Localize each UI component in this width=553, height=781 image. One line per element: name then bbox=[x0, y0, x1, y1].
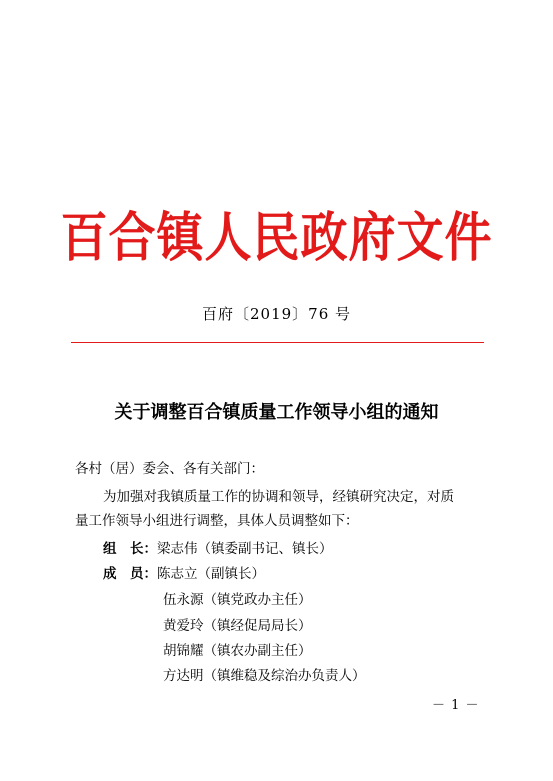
members-row-first bbox=[103, 565, 265, 583]
member-item: 陈志立（副镇长） bbox=[157, 566, 265, 582]
red-header-title: 百合镇人民政府文件 bbox=[60, 207, 493, 269]
member-item: 胡锦耀（镇农办副主任） bbox=[163, 643, 312, 659]
document-number: 百府〔2019〕76 号 bbox=[201, 305, 352, 323]
member-item: 黄爱玲（镇经促局局长） bbox=[163, 618, 312, 634]
leader-label: 组 长： bbox=[103, 541, 157, 557]
body-paragraph-line-2: 量工作领导小组进行调整，具体人员调整如下： bbox=[75, 513, 359, 529]
red-divider-rule bbox=[71, 342, 484, 343]
members-label: 成 员： bbox=[103, 566, 157, 582]
member-item: 方达明（镇维稳及综治办负责人） bbox=[163, 668, 366, 684]
notice-title: 关于调整百合镇质量工作领导小组的通知 bbox=[114, 402, 439, 423]
member-item: 伍永源（镇党政办主任） bbox=[163, 592, 312, 608]
page-number: － 1 － bbox=[432, 698, 480, 713]
leader-value: 梁志伟（镇委副书记、镇长） bbox=[157, 541, 333, 557]
body-paragraph-line-1: 为加强对我镇质量工作的协调和领导，经镇研究决定，对质 bbox=[103, 489, 454, 505]
salutation: 各村（居）委会、各有关部门： bbox=[75, 461, 264, 477]
leader-row bbox=[103, 540, 333, 558]
